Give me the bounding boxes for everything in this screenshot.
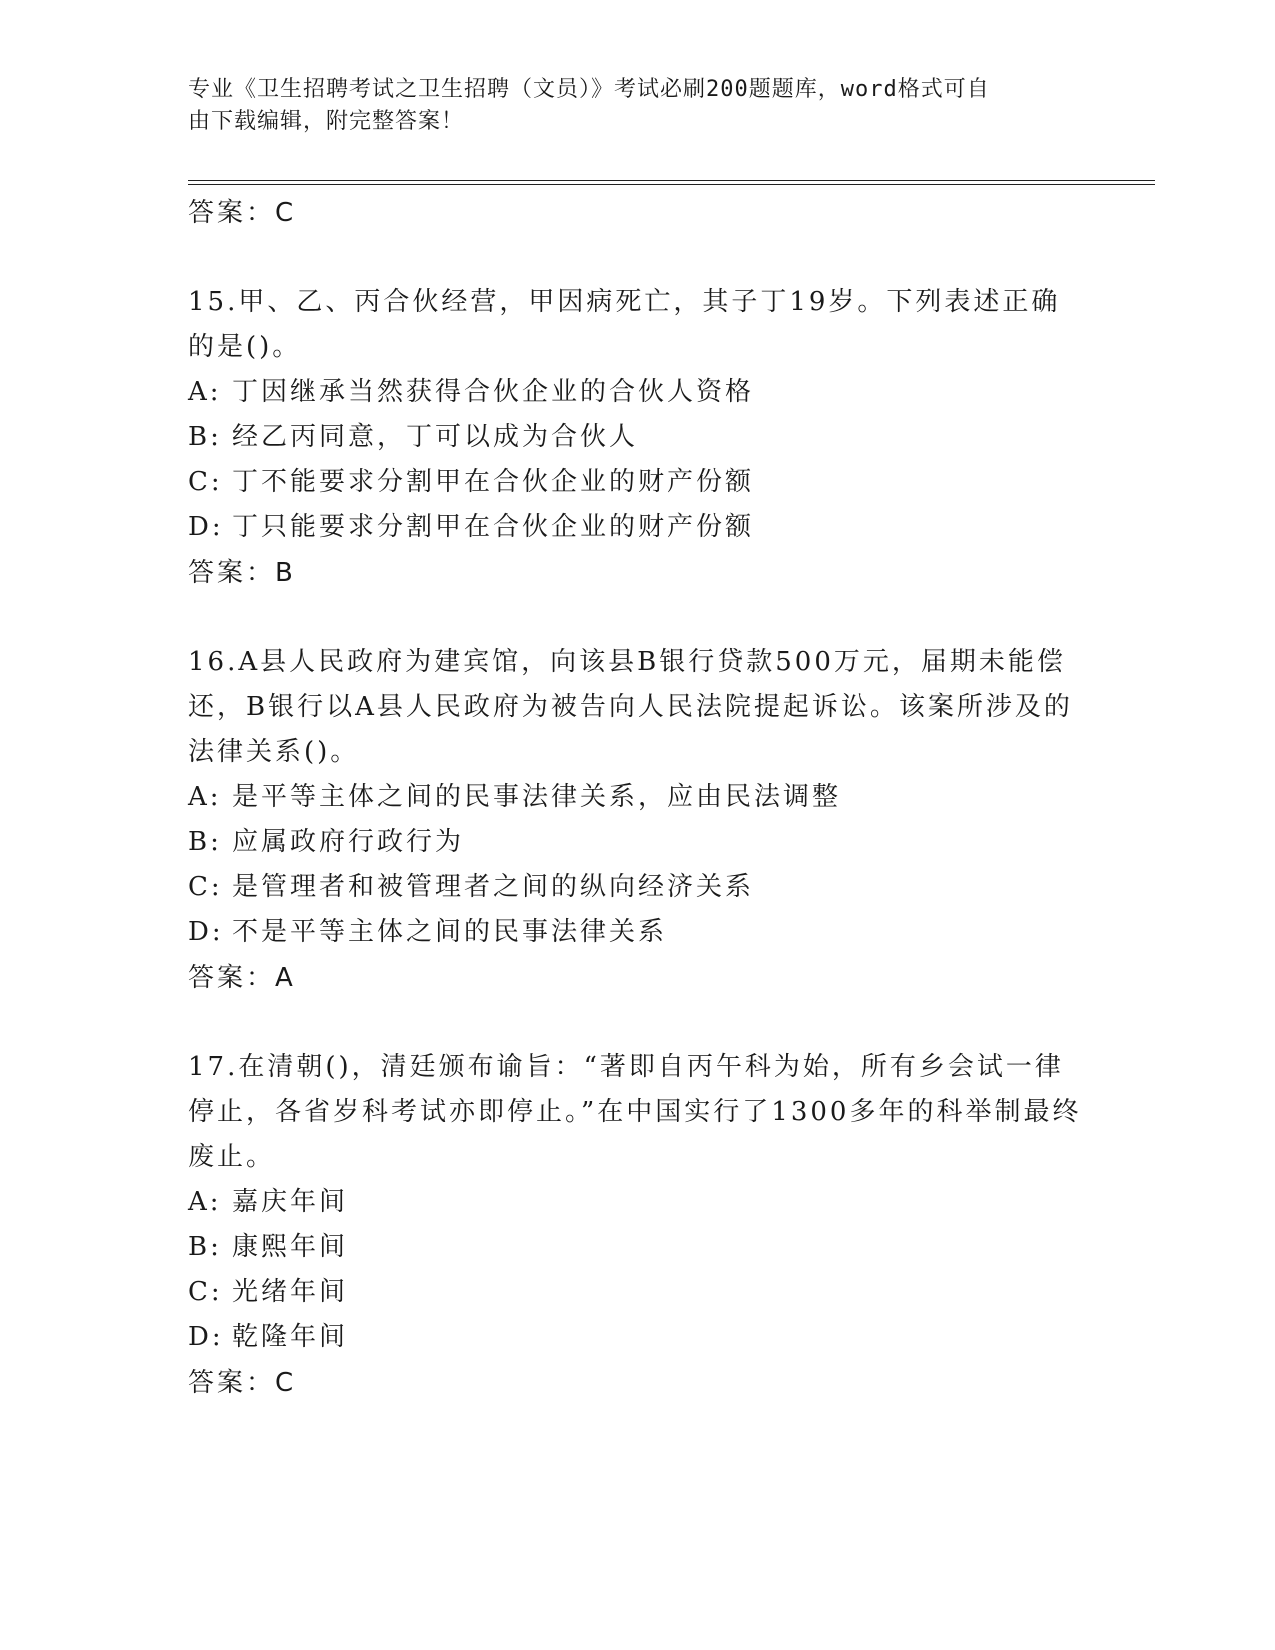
question-list — [188, 190, 1088, 1406]
option-letter: B: — [188, 1232, 222, 1262]
header-rule-top — [188, 180, 1155, 181]
option-letter: D: — [188, 512, 224, 542]
option-a — [188, 370, 1088, 415]
question-16 — [188, 640, 1088, 1001]
question-15 — [188, 280, 1088, 596]
option-text: 丁不能要求分割甲在合伙企业的财产份额 — [232, 467, 755, 497]
option-text: 光绪年间 — [232, 1277, 349, 1307]
option-b — [188, 1225, 1088, 1270]
option-letter: B: — [188, 827, 222, 857]
option-letter: D: — [188, 1322, 224, 1352]
option-b — [188, 415, 1088, 460]
option-letter: A: — [188, 782, 222, 812]
option-text: 不是平等主体之间的民事法律关系 — [232, 917, 668, 947]
option-letter: D: — [188, 917, 224, 947]
option-text: 丁只能要求分割甲在合伙企业的财产份额 — [232, 512, 755, 542]
option-text: 乾隆年间 — [232, 1322, 349, 1352]
answer-line: 答案：C — [188, 1368, 297, 1398]
answer-line: 答案：B — [188, 558, 296, 588]
document-header — [188, 74, 1068, 138]
question-17 — [188, 1045, 1088, 1406]
option-text: 丁因继承当然获得合伙企业的合伙人资格 — [232, 377, 755, 407]
header-line-1: 专业《卫生招聘考试之卫生招聘（文员）》考试必刷200题题库，word格式可自 — [188, 77, 990, 102]
option-c — [188, 460, 1088, 505]
option-text: 是平等主体之间的民事法律关系，应由民法调整 — [232, 782, 842, 812]
option-letter: A: — [188, 1187, 222, 1217]
option-a — [188, 775, 1088, 820]
option-text: 康熙年间 — [232, 1232, 349, 1262]
option-a — [188, 1180, 1088, 1225]
option-b — [188, 820, 1088, 865]
option-c — [188, 1270, 1088, 1315]
question-stem: 15.甲、乙、丙合伙经营，甲因病死亡，其子丁19岁。下列表述正确的是()。 — [188, 287, 1061, 362]
question-stem: 16.A县人民政府为建宾馆，向该县B银行贷款500万元，届期未能偿还，B银行以A县人民政府为被告向人民法院提起诉讼。该案所涉及的法律关系()。 — [188, 647, 1073, 767]
option-letter: C: — [188, 467, 223, 497]
header-line-2: 由下载编辑，附完整答案！ — [188, 109, 465, 134]
option-d — [188, 505, 1088, 550]
option-letter: A: — [188, 377, 222, 407]
option-text: 经乙丙同意，丁可以成为合伙人 — [232, 422, 639, 452]
option-text: 嘉庆年间 — [232, 1187, 349, 1217]
option-text: 是管理者和被管理者之间的纵向经济关系 — [232, 872, 755, 902]
option-letter: C: — [188, 872, 223, 902]
option-letter: B: — [188, 422, 222, 452]
question-stem: 17.在清朝()，清廷颁布谕旨：“著即自丙午科为始，所有乡会试一律停止，各省岁科考试亦即停止。”在中国实行了1300多年的科举制最终废止。 — [188, 1052, 1082, 1172]
option-d — [188, 910, 1088, 955]
option-letter: C: — [188, 1277, 223, 1307]
answer-line: 答案：A — [188, 963, 296, 993]
option-d — [188, 1315, 1088, 1360]
option-c — [188, 865, 1088, 910]
previous-answer: 答案：C — [188, 198, 297, 228]
option-text: 应属政府行政行为 — [232, 827, 465, 857]
header-rule-bottom — [188, 184, 1155, 185]
